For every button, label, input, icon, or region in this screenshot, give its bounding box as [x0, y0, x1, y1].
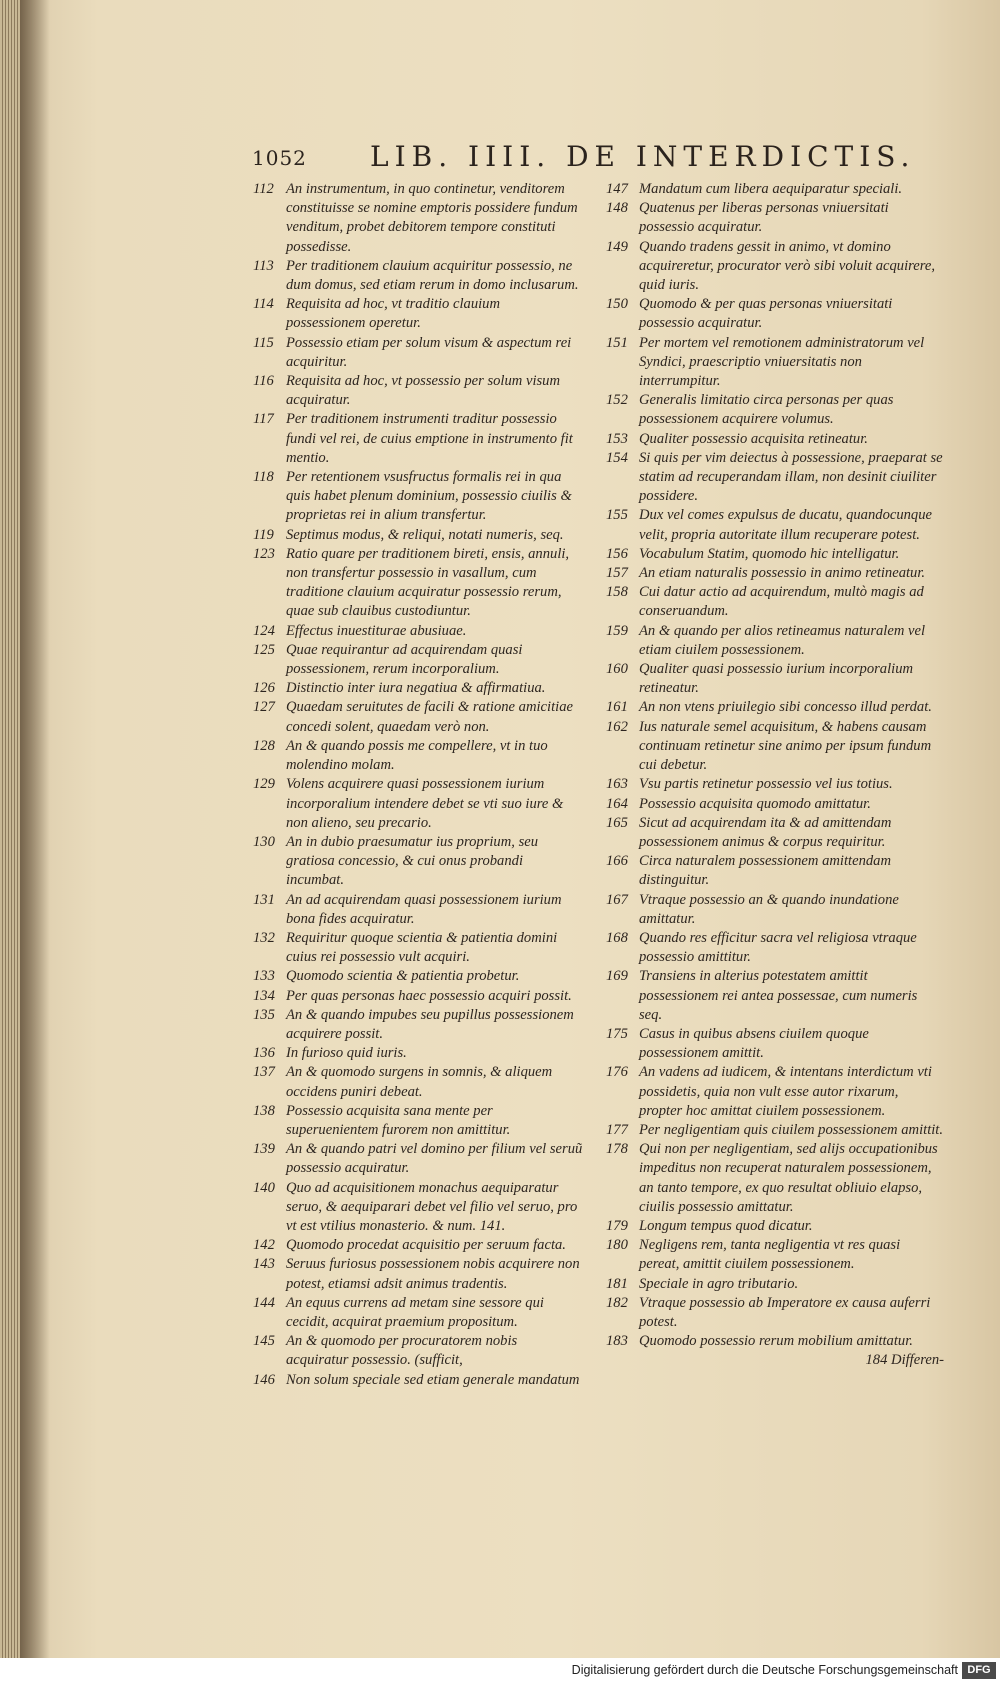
entry-number: 118: [253, 469, 274, 486]
entry-text: Septimus modus, & reliqui, notati numeris, seq.: [286, 526, 564, 543]
entry-text: Seruus furiosus possessionem nobis acquirere non potest, etiamsi adsit animus tradentis.: [286, 1256, 580, 1292]
entry-text: Circa naturalem possessionem amittendam distinguitur.: [639, 853, 891, 889]
entry-text: Quomodo procedat acquisitio per seruum facta.: [286, 1237, 566, 1254]
entry-text: Negligens rem, tanta negligentia vt res quasi pereat, amittit ciuilem possessionem.: [639, 1237, 901, 1273]
entry-number: 163: [606, 776, 628, 793]
entry-number: 140: [253, 1179, 275, 1196]
entry-text: Quatenus per liberas personas vniuersitati possessio acquiratur.: [639, 200, 889, 236]
entry-number: 139: [253, 1141, 275, 1158]
entry-text: Requisita ad hoc, vt traditio clauium possessionem operetur.: [286, 296, 501, 332]
index-entry: [253, 468, 583, 526]
entry-number: 161: [606, 699, 628, 716]
right-column-entries: [606, 180, 944, 1351]
index-entry: [606, 1063, 944, 1121]
entry-text: An & quando impubes seu pupillus possessionem acquirere possit.: [286, 1006, 574, 1042]
entry-number: 150: [606, 296, 628, 313]
entry-text: Per retentionem vsusfructus formalis rei in qua quis habet plenum dominium, possessio ciuilis & proprietas rei in alium transfertur.: [286, 469, 572, 524]
entry-text: Quando tradens gessit in animo, vt domino acquireretur, procurator verò sibi voluit acquirere, quid iuris.: [639, 238, 936, 294]
index-entry: [606, 1140, 944, 1217]
running-head: LIB. IIII. DE INTERDICTIS.: [370, 140, 916, 173]
dfg-credit: Digitalisierung gefördert durch die Deutsche Forschungsgemeinschaft: [571, 1663, 958, 1677]
index-entry: [253, 257, 583, 295]
entry-number: 114: [253, 296, 274, 313]
entry-text: Ratio quare per traditionem bireti, ensis, annuli, non transfertur possessio in vasallum, cum traditione clauium acquiratur possessio rerum, quae sub clauibus custodiuntur.: [286, 545, 570, 620]
index-entry: [253, 1140, 583, 1178]
entry-number: 129: [253, 776, 275, 793]
entry-number: 177: [606, 1121, 628, 1138]
entry-number: 143: [253, 1256, 275, 1273]
index-entry: [606, 814, 944, 852]
entry-text: An etiam naturalis possessio in animo retineatur.: [639, 565, 926, 582]
entry-number: 117: [253, 411, 274, 428]
left-column: [253, 180, 583, 1390]
entry-text: An & quomodo surgens in somnis, & aliquem occidens puniri debeat.: [286, 1064, 553, 1100]
dfg-logo: DFG: [962, 1662, 996, 1679]
entry-text: An equus currens ad metam sine sessore qui cecidit, acquirat praemium propositum.: [286, 1294, 544, 1330]
entry-number: 168: [606, 929, 628, 946]
entry-number: 176: [606, 1064, 628, 1081]
index-entry: [606, 660, 944, 698]
index-entry: [606, 1217, 944, 1236]
entry-number: 142: [253, 1237, 275, 1254]
index-entry: [253, 987, 583, 1006]
entry-text: Mandatum cum libera aequiparatur speciali.: [639, 181, 903, 197]
entry-number: 182: [606, 1294, 628, 1311]
entry-text: Effectus inuestiturae abusiuae.: [286, 622, 467, 639]
entry-number: 123: [253, 545, 275, 562]
entry-text: Volens acquirere quasi possessionem iurium incorporalium intendere debet se vti suo iure & non alieno, seu precario.: [286, 776, 564, 831]
entry-number: 115: [253, 334, 274, 351]
entry-number: 160: [606, 661, 628, 678]
index-entry: [606, 622, 944, 660]
entry-number: 155: [606, 507, 628, 524]
index-entry: [253, 1102, 583, 1140]
entry-number: 146: [253, 1371, 275, 1388]
entry-number: 178: [606, 1141, 628, 1158]
index-entry: [253, 180, 583, 257]
entry-text: Dux vel comes expulsus de ducatu, quandocunque velit, propria autoritate illum recuperare potest.: [639, 507, 933, 543]
entry-number: 167: [606, 891, 628, 908]
entry-number: 136: [253, 1045, 275, 1062]
index-entry: [253, 641, 583, 679]
index-entry: [606, 1025, 944, 1063]
index-entry: [253, 1179, 583, 1237]
entry-number: 157: [606, 565, 628, 582]
entry-text: Per mortem vel remotionem administratorum vel Syndici, praescriptio vniuersitatis non interrumpitur.: [639, 334, 925, 390]
entry-number: 135: [253, 1006, 275, 1023]
page-header: [252, 140, 920, 180]
index-entry: [606, 698, 944, 717]
index-entry: [253, 545, 583, 622]
entry-number: 151: [606, 334, 628, 351]
entry-number: 133: [253, 968, 275, 985]
right-column: [606, 180, 944, 1371]
entry-text: In furioso quid iuris.: [286, 1045, 407, 1062]
entry-number: 164: [606, 795, 628, 812]
entry-text: Quomodo possessio rerum mobilium amittatur.: [639, 1333, 913, 1350]
entry-number: 144: [253, 1294, 275, 1311]
entry-text: Vsu partis retinetur possessio vel ius totius.: [639, 776, 893, 793]
entry-text: Qualiter quasi possessio iurium incorporalium retineatur.: [639, 661, 914, 697]
entry-text: Cui datur actio ad acquirendum, multò magis ad conseruandum.: [639, 584, 924, 620]
entry-text: Sicut ad acquirendam ita & ad amittendam possessionem animus & corpus requiritur.: [639, 814, 892, 850]
entry-text: Requisita ad hoc, vt possessio per solum visum acquiratur.: [286, 373, 561, 409]
index-entry: [253, 929, 583, 967]
entry-text: Quando res efficitur sacra vel religiosa vtraque possessio amittitur.: [639, 929, 917, 966]
index-entry: [253, 372, 583, 410]
entry-text: An instrumentum, in quo continetur, venditorem constituisse se nomine emptoris possidere fundum venditum, probet debitorem tempore constituti possedisse.: [286, 181, 578, 255]
entry-number: 119: [253, 526, 274, 543]
index-entry: [253, 737, 583, 775]
entry-text: Quaedam seruitutes de facili & ratione amicitiae concedi solent, quaedam verò non.: [286, 699, 573, 735]
entry-text: Per traditionem instrumenti traditur possessio fundi vel rei, de cuius emptione in instrumento fit mentio.: [286, 411, 573, 466]
entry-number: 181: [606, 1275, 628, 1292]
entry-text: Vocabulum Statim, quomodo hic intelligatur.: [639, 545, 900, 562]
index-entry: [253, 679, 583, 698]
entry-number: 138: [253, 1102, 275, 1119]
entry-number: 132: [253, 929, 275, 946]
entry-text: Quomodo & per quas personas vniuersitati possessio acquiratur.: [639, 296, 893, 332]
entry-number: 154: [606, 449, 628, 466]
index-entry: [606, 1332, 944, 1351]
entry-text: Possessio acquisita sana mente per superuenientem furorem non amittitur.: [286, 1102, 511, 1138]
index-entry: [606, 238, 944, 296]
catchword: 184 Differen-: [865, 1352, 944, 1369]
index-entry: [606, 795, 944, 814]
entry-number: 162: [606, 718, 628, 735]
entry-text: An & quomodo per procuratorem nobis acquiratur possessio. (sufficit,: [286, 1333, 518, 1369]
entry-number: 126: [253, 680, 275, 697]
index-entry: [606, 775, 944, 794]
entry-text: Distinctio inter iura negatiua & affirmatiua.: [286, 680, 546, 697]
index-entry: [253, 526, 583, 545]
index-entry: [606, 391, 944, 429]
entry-text: An & quando patri vel domino per filium vel seruũ possessio acquiratur.: [286, 1141, 583, 1177]
entry-number: 124: [253, 622, 275, 639]
index-entry: [606, 564, 944, 583]
entry-number: 134: [253, 987, 275, 1004]
entry-number: 137: [253, 1064, 275, 1081]
index-entry: [253, 891, 583, 929]
entry-text: Quo ad acquisitionem monachus aequiparatur seruo, & aequiparari debet vel filio vel seruo, pro vt est vtilius monasterio. & num. 141.: [286, 1179, 578, 1234]
index-entry: [253, 1371, 583, 1390]
index-entry: [253, 1294, 583, 1332]
entry-number: 148: [606, 200, 628, 217]
index-entry: [253, 410, 583, 468]
entry-number: 127: [253, 699, 275, 716]
footer-bar: [0, 1658, 1000, 1685]
entry-text: An ad acquirendam quasi possessionem iurium bona fides acquiratur.: [286, 891, 562, 927]
entry-number: 158: [606, 584, 628, 601]
index-entry: [606, 852, 944, 890]
entry-number: 130: [253, 833, 275, 850]
index-entry: [606, 929, 944, 967]
entry-text: Transiens in alterius potestatem amittit possessionem rei antea possessae, cum numeris seq.: [639, 968, 918, 1023]
entry-text: An & quando possis me compellere, vt in tuo molendino molam.: [286, 737, 548, 774]
index-entry: [253, 1332, 583, 1370]
index-entry: [606, 449, 944, 507]
index-entry: [606, 430, 944, 449]
index-entry: [253, 295, 583, 333]
entry-number: 179: [606, 1217, 628, 1234]
entry-number: 128: [253, 737, 275, 754]
entry-text: Non solum speciale sed etiam generale mandatum: [286, 1371, 580, 1388]
index-entry: [606, 583, 944, 621]
index-entry: [606, 718, 944, 776]
index-entry: [253, 967, 583, 986]
entry-number: 180: [606, 1237, 628, 1254]
entry-number: 159: [606, 622, 628, 639]
entry-text: Requiritur quoque scientia & patientia domini cuius rei possessio vult acquiri.: [286, 929, 558, 966]
entry-text: Possessio etiam per solum visum & aspectum rei acquiritur.: [286, 334, 572, 370]
entry-text: Qui non per negligentiam, sed alijs occupationibus impeditus non recuperat naturalem possessionem, an tanto tempore, ex quo resultat obliuio elapso, ciuilis possessio amittatur.: [639, 1141, 938, 1215]
index-entry: [606, 295, 944, 333]
entry-text: Possessio acquisita quomodo amittatur.: [639, 795, 871, 812]
entry-text: An vadens ad iudicem, & intentans interdictum vti possidetis, quia non vult esse autor rixarum, propter hoc amittat ciuilem possessionem.: [639, 1064, 932, 1119]
index-entry: [253, 698, 583, 736]
entry-text: Longum tempus quod dicatur.: [639, 1217, 813, 1234]
entry-number: 165: [606, 814, 628, 831]
entry-text: Quae requirantur ad acquirendam quasi possessionem, rerum incorporalium.: [286, 641, 523, 678]
index-entry: [253, 1063, 583, 1101]
index-entry: [606, 1236, 944, 1274]
index-entry: [253, 1044, 583, 1063]
entry-text: Si quis per vim deiectus à possessione, praeparat se statim ad recuperandam illam, non desinit ciuiliter possidere.: [639, 449, 943, 505]
entry-text: Speciale in agro tributario.: [639, 1275, 799, 1292]
entry-number: 145: [253, 1333, 275, 1350]
entry-text: An & quando per alios retineamus naturalem vel etiam ciuilem possessionem.: [639, 622, 926, 658]
entry-number: 183: [606, 1333, 628, 1350]
entry-number: 112: [253, 181, 274, 197]
entry-text: Ius naturale semel acquisitum, & habens causam continuam retinetur sine animo per ipsum fundum cui debetur.: [639, 718, 932, 774]
index-entry: [606, 334, 944, 392]
index-entry: [253, 775, 583, 833]
entry-number: 113: [253, 257, 274, 274]
entry-text: Vtraque possessio ab Imperatore ex causa auferri potest.: [639, 1294, 931, 1330]
entry-text: An in dubio praesumatur ius proprium, seu gratiosa concessio, & cui onus probandi incumbat.: [286, 833, 539, 889]
entry-number: 116: [253, 373, 274, 390]
index-entry: [253, 1006, 583, 1044]
gutter-shadow: [20, 0, 50, 1658]
entry-number: 147: [606, 181, 628, 197]
entry-number: 156: [606, 545, 628, 562]
entry-number: 152: [606, 392, 628, 409]
index-entry: [253, 622, 583, 641]
index-entry: [253, 1236, 583, 1255]
entry-number: 175: [606, 1025, 628, 1042]
index-entry: [606, 891, 944, 929]
entry-number: 153: [606, 430, 628, 447]
entry-number: 169: [606, 968, 628, 985]
index-entry: [606, 506, 944, 544]
index-entry: [253, 334, 583, 372]
folio-number: 1052: [252, 146, 307, 170]
index-entry: [606, 1294, 944, 1332]
index-entry: [253, 1255, 583, 1293]
entry-text: Quomodo scientia & patientia probetur.: [286, 968, 520, 985]
index-entry: [606, 1121, 944, 1140]
entry-text: Generalis limitatio circa personas per quas possessionem acquirere volumus.: [639, 392, 894, 428]
entry-text: Per negligentiam quis ciuilem possessionem amittit.: [639, 1121, 944, 1138]
index-entry: [606, 967, 944, 1025]
entry-text: Vtraque possessio an & quando inundatione amittatur.: [639, 891, 899, 927]
entry-number: 125: [253, 641, 275, 658]
entry-number: 166: [606, 853, 628, 870]
entry-number: 131: [253, 891, 275, 908]
index-entry: [606, 1275, 944, 1294]
index-entry: [606, 180, 944, 199]
entry-number: 149: [606, 238, 628, 255]
index-entry: [606, 545, 944, 564]
entry-text: Casus in quibus absens ciuilem quoque possessionem amittit.: [639, 1025, 869, 1062]
entry-text: Per traditionem clauium acquiritur possessio, ne dum domus, sed etiam rerum in domo inclusarum.: [286, 257, 579, 294]
index-entry: [253, 833, 583, 891]
entry-text: An non vtens priuilegio sibi concesso illud perdat.: [639, 699, 932, 716]
entry-text: Qualiter possessio acquisita retineatur.: [639, 430, 868, 447]
entry-text: Per quas personas haec possessio acquiri possit.: [286, 987, 572, 1004]
index-entry: [606, 199, 944, 237]
